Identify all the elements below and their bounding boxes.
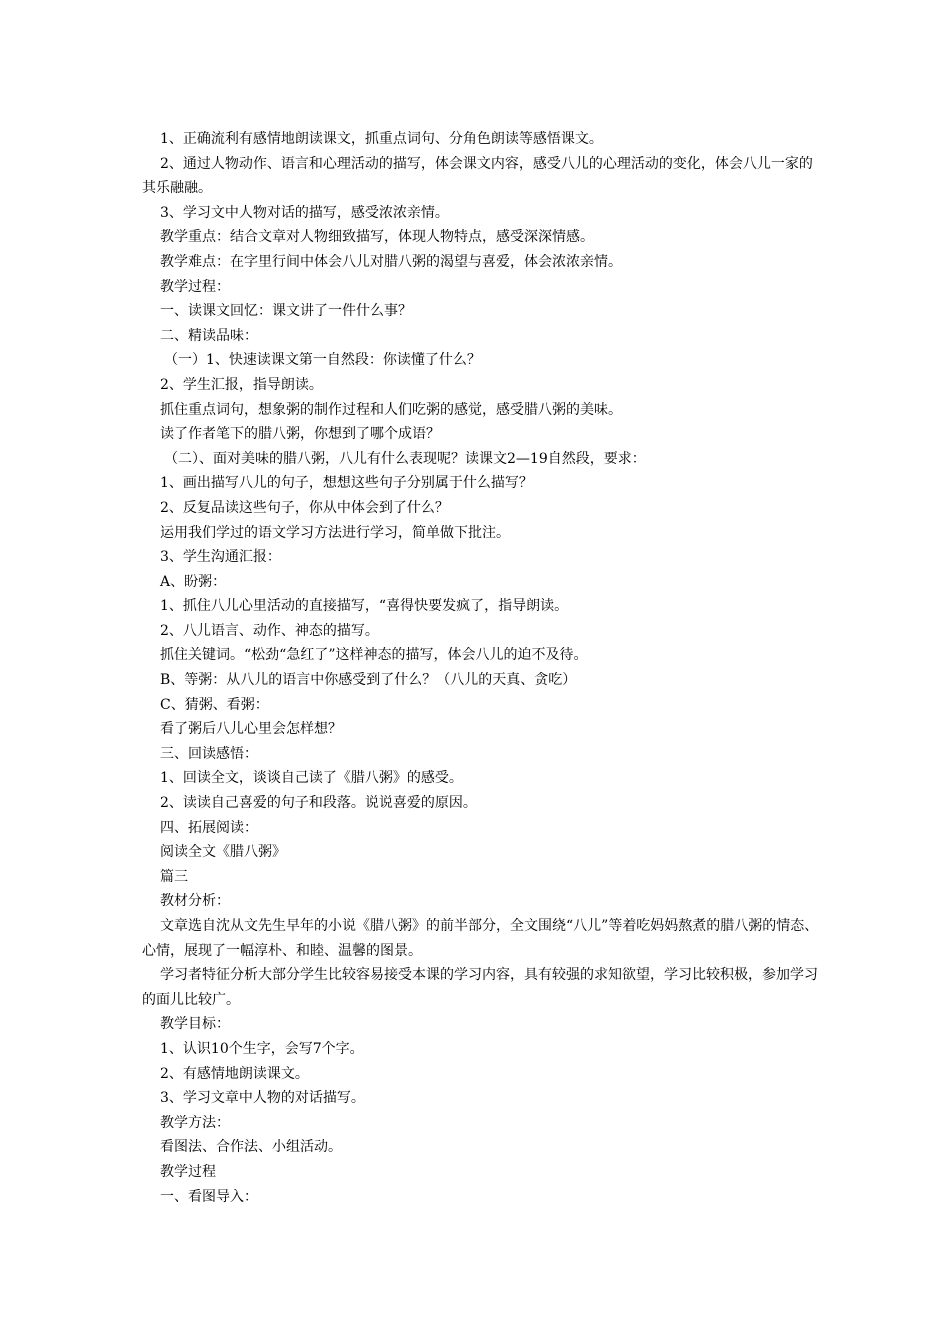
paragraph: C、猜粥、看粥： [160, 696, 269, 713]
section-heading: 教学过程 [160, 1163, 216, 1180]
paragraph: 2、八儿语言、动作、神态的描写。 [160, 622, 379, 639]
section-heading: 三、回读感悟： [160, 745, 258, 762]
document-body [142, 127, 822, 1209]
section-heading: 一、看图导入： [160, 1188, 258, 1205]
paragraph: 教学难点：在字里行间中体会八儿对腊八粥的渴望与喜爱，体会浓浓亲情。 [160, 253, 622, 270]
paragraph: 2、有感情地朗读课文。 [160, 1065, 309, 1082]
paragraph: 读了作者笔下的腊八粥，你想到了哪个成语？ [160, 426, 440, 443]
paragraph: 2、反复品读这些句子，你从中体会到了什么？ [160, 499, 449, 516]
paragraph: 学习者特征分析大部分学生比较容易接受本课的学习内容，具有较强的求知欲望，学习比较积极，参加学习的面儿比较广。 [142, 967, 818, 1008]
paragraph: 1、认识10个生字，会写7个字。 [160, 1040, 364, 1057]
paragraph: 看了粥后八儿心里会怎样想？ [160, 721, 342, 738]
paragraph: 1、画出描写八儿的句子，想想这些句子分别属于什么描写？ [160, 475, 533, 492]
paragraph: 抓住重点词句，想象粥的制作过程和人们吃粥的感觉，感受腊八粥的美味。 [160, 401, 622, 418]
paragraph: 文章选自沈从文先生早年的小说《腊八粥》的前半部分，全文围绕“八儿”等着吃妈妈熬煮的腊八粥的情态、心情，展现了一幅淳朴、和睦、温馨的图景。 [142, 918, 819, 959]
section-heading: 教学目标： [160, 1016, 230, 1033]
paragraph: 3、学习文中人物对话的描写，感受浓浓亲情。 [160, 204, 449, 221]
part-title: 篇三 [160, 868, 188, 885]
paragraph: 看图法、合作法、小组活动。 [160, 1139, 342, 1156]
section-heading: 教学方法： [160, 1114, 230, 1131]
section-heading: 教学过程： [160, 278, 230, 295]
paragraph: 3、学生沟通汇报： [160, 549, 281, 566]
section-heading: 教材分析： [160, 893, 230, 910]
paragraph: 3、学习文章中人物的对话描写。 [160, 1090, 365, 1107]
paragraph: 2、学生汇报，指导朗读。 [160, 376, 323, 393]
paragraph: 1、抓住八儿心里活动的直接描写，“喜得快要发疯了，指导朗读。 [160, 598, 569, 615]
paragraph: 2、通过人物动作、语言和心理活动的描写，体会课文内容，感受八儿的心理活动的变化，体会八儿一家的其乐融融。 [142, 155, 813, 197]
paragraph: （二）、面对美味的腊八粥，八儿有什么表现呢？读课文2—19自然段，要求： [164, 450, 646, 467]
paragraph: A、盼粥： [160, 573, 227, 590]
section-heading: 四、拓展阅读： [160, 819, 258, 836]
section-heading: 二、精读品味： [160, 327, 258, 344]
paragraph: B、等粥：从八儿的语言中你感受到了什么？（八儿的天真、贪吃） [160, 672, 577, 689]
paragraph: 1、正确流利有感情地朗读课文，抓重点词句、分角色朗读等感悟课文。 [160, 131, 603, 147]
paragraph: 2、读读自己喜爱的句子和段落。说说喜爱的原因。 [160, 795, 477, 812]
section-heading: 一、读课文回忆：课文讲了一件什么事？ [160, 303, 412, 320]
paragraph: 1、回读全文，谈谈自己读了《腊八粥》的感受。 [160, 770, 463, 787]
paragraph: 运用我们学过的语文学习方法进行学习，简单做下批注。 [160, 524, 510, 541]
paragraph: （一）1、快速读课文第一自然段：你读懂了什么？ [164, 352, 481, 369]
paragraph: 阅读全文《腊八粥》 [160, 844, 286, 861]
paragraph: 教学重点：结合文章对人物细致描写，体现人物特点，感受深深情感。 [160, 229, 594, 246]
paragraph: 抓住关键词。“松劲“急红了”这样神态的描写，体会八儿的迫不及待。 [160, 647, 588, 664]
